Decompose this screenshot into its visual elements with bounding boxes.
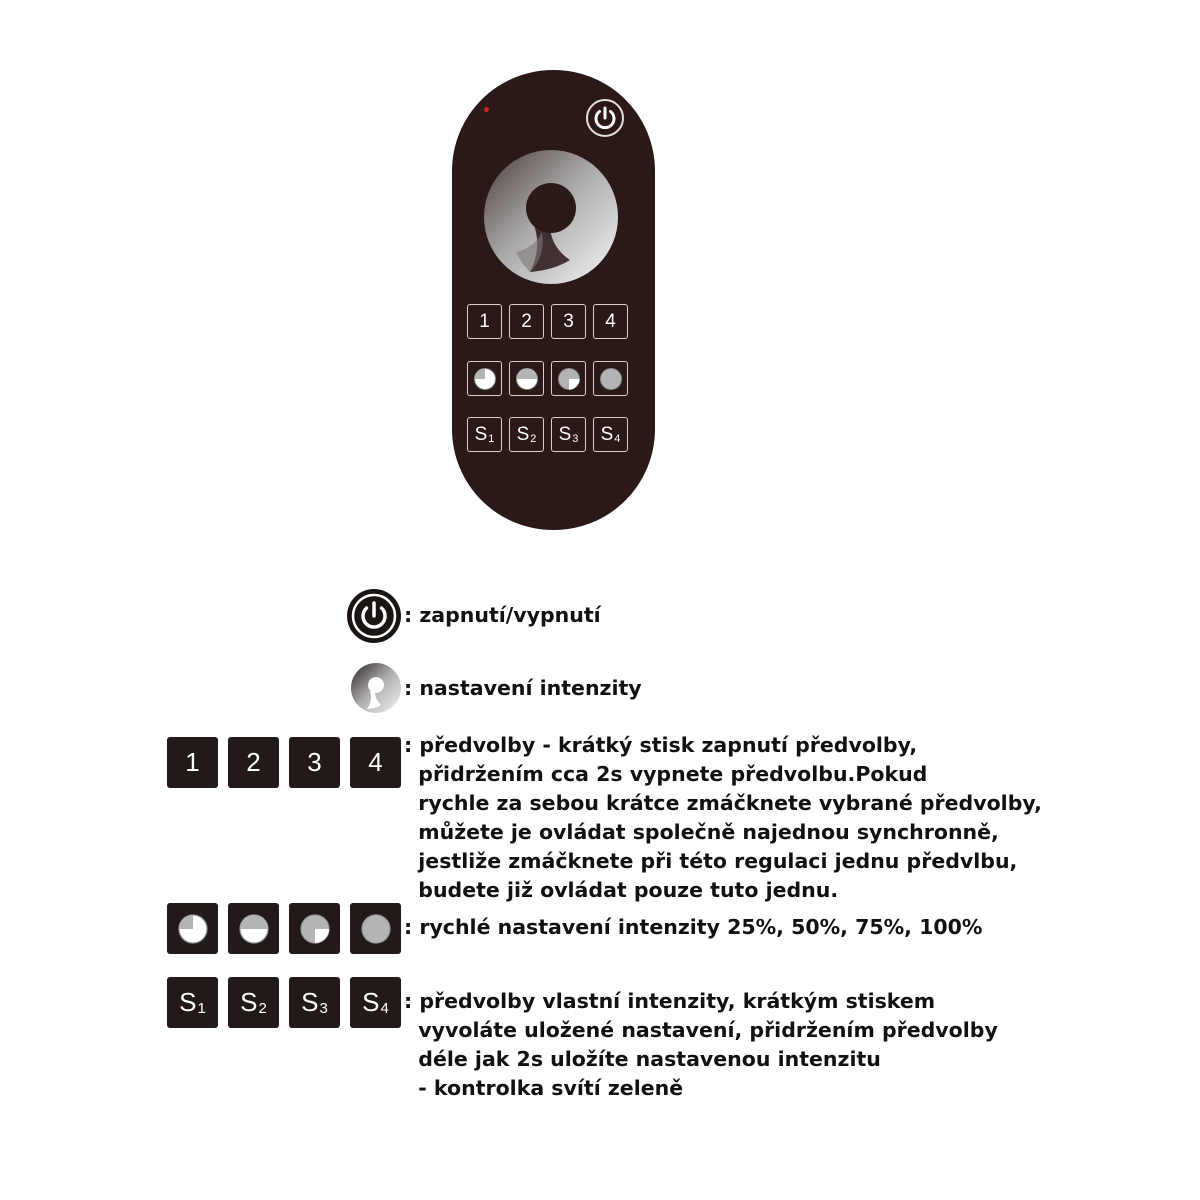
intensity-key-row: [467, 361, 628, 396]
half-circle-icon: [238, 913, 270, 945]
legend-scenes-line: : předvolby vlastní intenzity, krátkým stiskem: [404, 989, 936, 1013]
full-circle-icon: [360, 913, 392, 945]
full-circle-icon: [599, 367, 623, 391]
legend-dial-text: : nastavení intenzity: [404, 676, 642, 700]
scene-key-s1[interactable]: S 1: [467, 417, 502, 452]
legend-preset-key-2: 2: [228, 737, 279, 788]
legend-presets-line: budete již ovládat pouze tuto jednu.: [404, 878, 839, 902]
three-quarter-circle-icon: [557, 367, 581, 391]
scene-key-row: [467, 417, 628, 452]
dial-ring-icon: [349, 661, 403, 715]
quarter-circle-icon: [473, 367, 497, 391]
legend-intensity-50-key: [228, 903, 279, 954]
intensity-25-button[interactable]: [467, 361, 502, 396]
status-led: [484, 107, 489, 112]
legend-power-icon: [346, 588, 402, 648]
quarter-circle-icon: [177, 913, 209, 945]
legend-power-text: : zapnutí/vypnutí: [404, 603, 601, 627]
legend-presets-line: můžete je ovládat společně najednou synchronně,: [404, 820, 999, 844]
legend-scenes-line: déle jak 2s uložíte nastavenou intenzitu: [404, 1047, 881, 1071]
legend-preset-key-1: 1: [167, 737, 218, 788]
scene-key-s2[interactable]: S 2: [509, 417, 544, 452]
preset-key-4[interactable]: 4: [593, 304, 628, 339]
legend-presets-line: jestliže zmáčknete při této regulaci jednu předvlbu,: [404, 849, 1018, 873]
legend-scenes-line: - kontrolka svítí zeleně: [404, 1076, 684, 1100]
legend-scenes-line: vyvoláte uložené nastavení, přidržením předvolby: [404, 1018, 998, 1042]
legend-intensity-100-key: [350, 903, 401, 954]
intensity-50-button[interactable]: [509, 361, 544, 396]
legend-dial-icon: [349, 661, 403, 719]
scene-key-s4[interactable]: S 4: [593, 417, 628, 452]
legend-presets-line: přidržením cca 2s vypnete předvolbu.Pokud: [404, 762, 928, 786]
legend-scene-key-s1: S 1: [167, 977, 218, 1028]
legend-quick-text: : rychlé nastavení intenzity 25%, 50%, 75%, 100%: [404, 915, 983, 939]
three-quarter-circle-icon: [299, 913, 331, 945]
scene-key-s3[interactable]: S 3: [551, 417, 586, 452]
preset-key-3[interactable]: 3: [551, 304, 586, 339]
preset-key-row: [467, 304, 628, 339]
legend-intensity-75-key: [289, 903, 340, 954]
preset-key-1[interactable]: 1: [467, 304, 502, 339]
legend-scene-key-s2: S 2: [228, 977, 279, 1028]
intensity-75-button[interactable]: [551, 361, 586, 396]
intensity-dial[interactable]: [482, 148, 620, 286]
legend-preset-key-3: 3: [289, 737, 340, 788]
power-icon: [585, 98, 625, 138]
half-circle-icon: [515, 367, 539, 391]
power-button[interactable]: [585, 98, 625, 138]
legend-presets-line: : předvolby - krátký stisk zapnutí předvolby,: [404, 733, 918, 757]
legend-intensity-25-key: [167, 903, 218, 954]
dial-ring-icon: [482, 148, 620, 286]
remote-control: [452, 70, 655, 530]
legend-preset-key-4: 4: [350, 737, 401, 788]
legend-scene-key-s4: S 4: [350, 977, 401, 1028]
power-icon: [346, 588, 402, 644]
legend-scene-key-s3: S 3: [289, 977, 340, 1028]
preset-key-2[interactable]: 2: [509, 304, 544, 339]
legend-presets-line: rychle za sebou krátce zmáčknete vybrané předvolby,: [404, 791, 1042, 815]
intensity-100-button[interactable]: [593, 361, 628, 396]
